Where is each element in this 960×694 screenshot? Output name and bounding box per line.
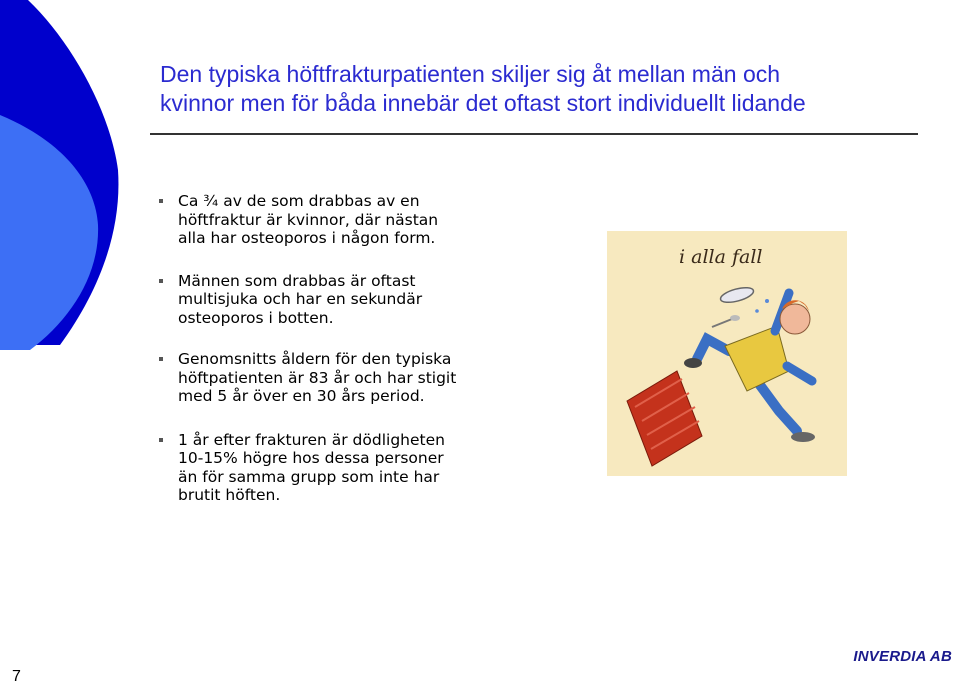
bullet-text — [178, 272, 588, 328]
page-number: 7 — [12, 668, 21, 685]
square-bullet-icon — [159, 279, 163, 283]
bullet-line: 1 år efter frakturen är dödligheten — [178, 430, 445, 449]
title-divider — [150, 133, 918, 135]
bullet-line: Ca ¾ av de som drabbas av en — [178, 192, 420, 210]
slide-title — [160, 60, 920, 118]
slide-title-line-2: kvinnor men för båda innebär det oftast stort individuellt lidande — [160, 90, 806, 116]
bullet-item — [158, 431, 588, 505]
decorative-corner-shape — [0, 0, 140, 360]
bullet-line: brutit höften. — [178, 486, 281, 504]
square-bullet-icon — [159, 199, 163, 203]
bullet-line: Männen som drabbas är oftast — [178, 271, 416, 290]
bullet-line: med 5 år över en 30 års period. — [178, 387, 425, 405]
square-bullet-icon — [159, 357, 163, 361]
bullet-line: 10-15% högre hos dessa personer — [178, 449, 444, 467]
square-bullet-icon — [159, 438, 163, 442]
bullet-list — [158, 192, 588, 505]
bullet-line: än för samma grupp som inte har — [178, 467, 440, 486]
bullet-text — [178, 192, 588, 248]
slide-title-line-1: Den typiska höftfrakturpatienten skiljer sig åt mellan män och — [160, 61, 781, 87]
bullet-item — [158, 350, 588, 406]
bullet-line: höftpatienten är 83 år och har stigit — [178, 368, 457, 387]
bullet-line: alla har osteoporos i någon form. — [178, 229, 436, 247]
falling-man-illustration — [607, 231, 847, 476]
bullet-text — [178, 431, 588, 505]
illustration-caption: i alla fall — [679, 246, 763, 268]
company-logo: INVERDIA AB — [853, 648, 952, 665]
bullet-line: multisjuka och har en sekundär — [178, 290, 423, 308]
bullet-text — [178, 350, 588, 406]
bullet-line: osteoporos i botten. — [178, 308, 334, 327]
bullet-line: Genomsnitts åldern för den typiska — [178, 350, 452, 368]
bullet-item — [158, 192, 588, 248]
bullet-line: höftfraktur är kvinnor, där nästan — [178, 210, 439, 229]
bullet-item — [158, 272, 588, 328]
